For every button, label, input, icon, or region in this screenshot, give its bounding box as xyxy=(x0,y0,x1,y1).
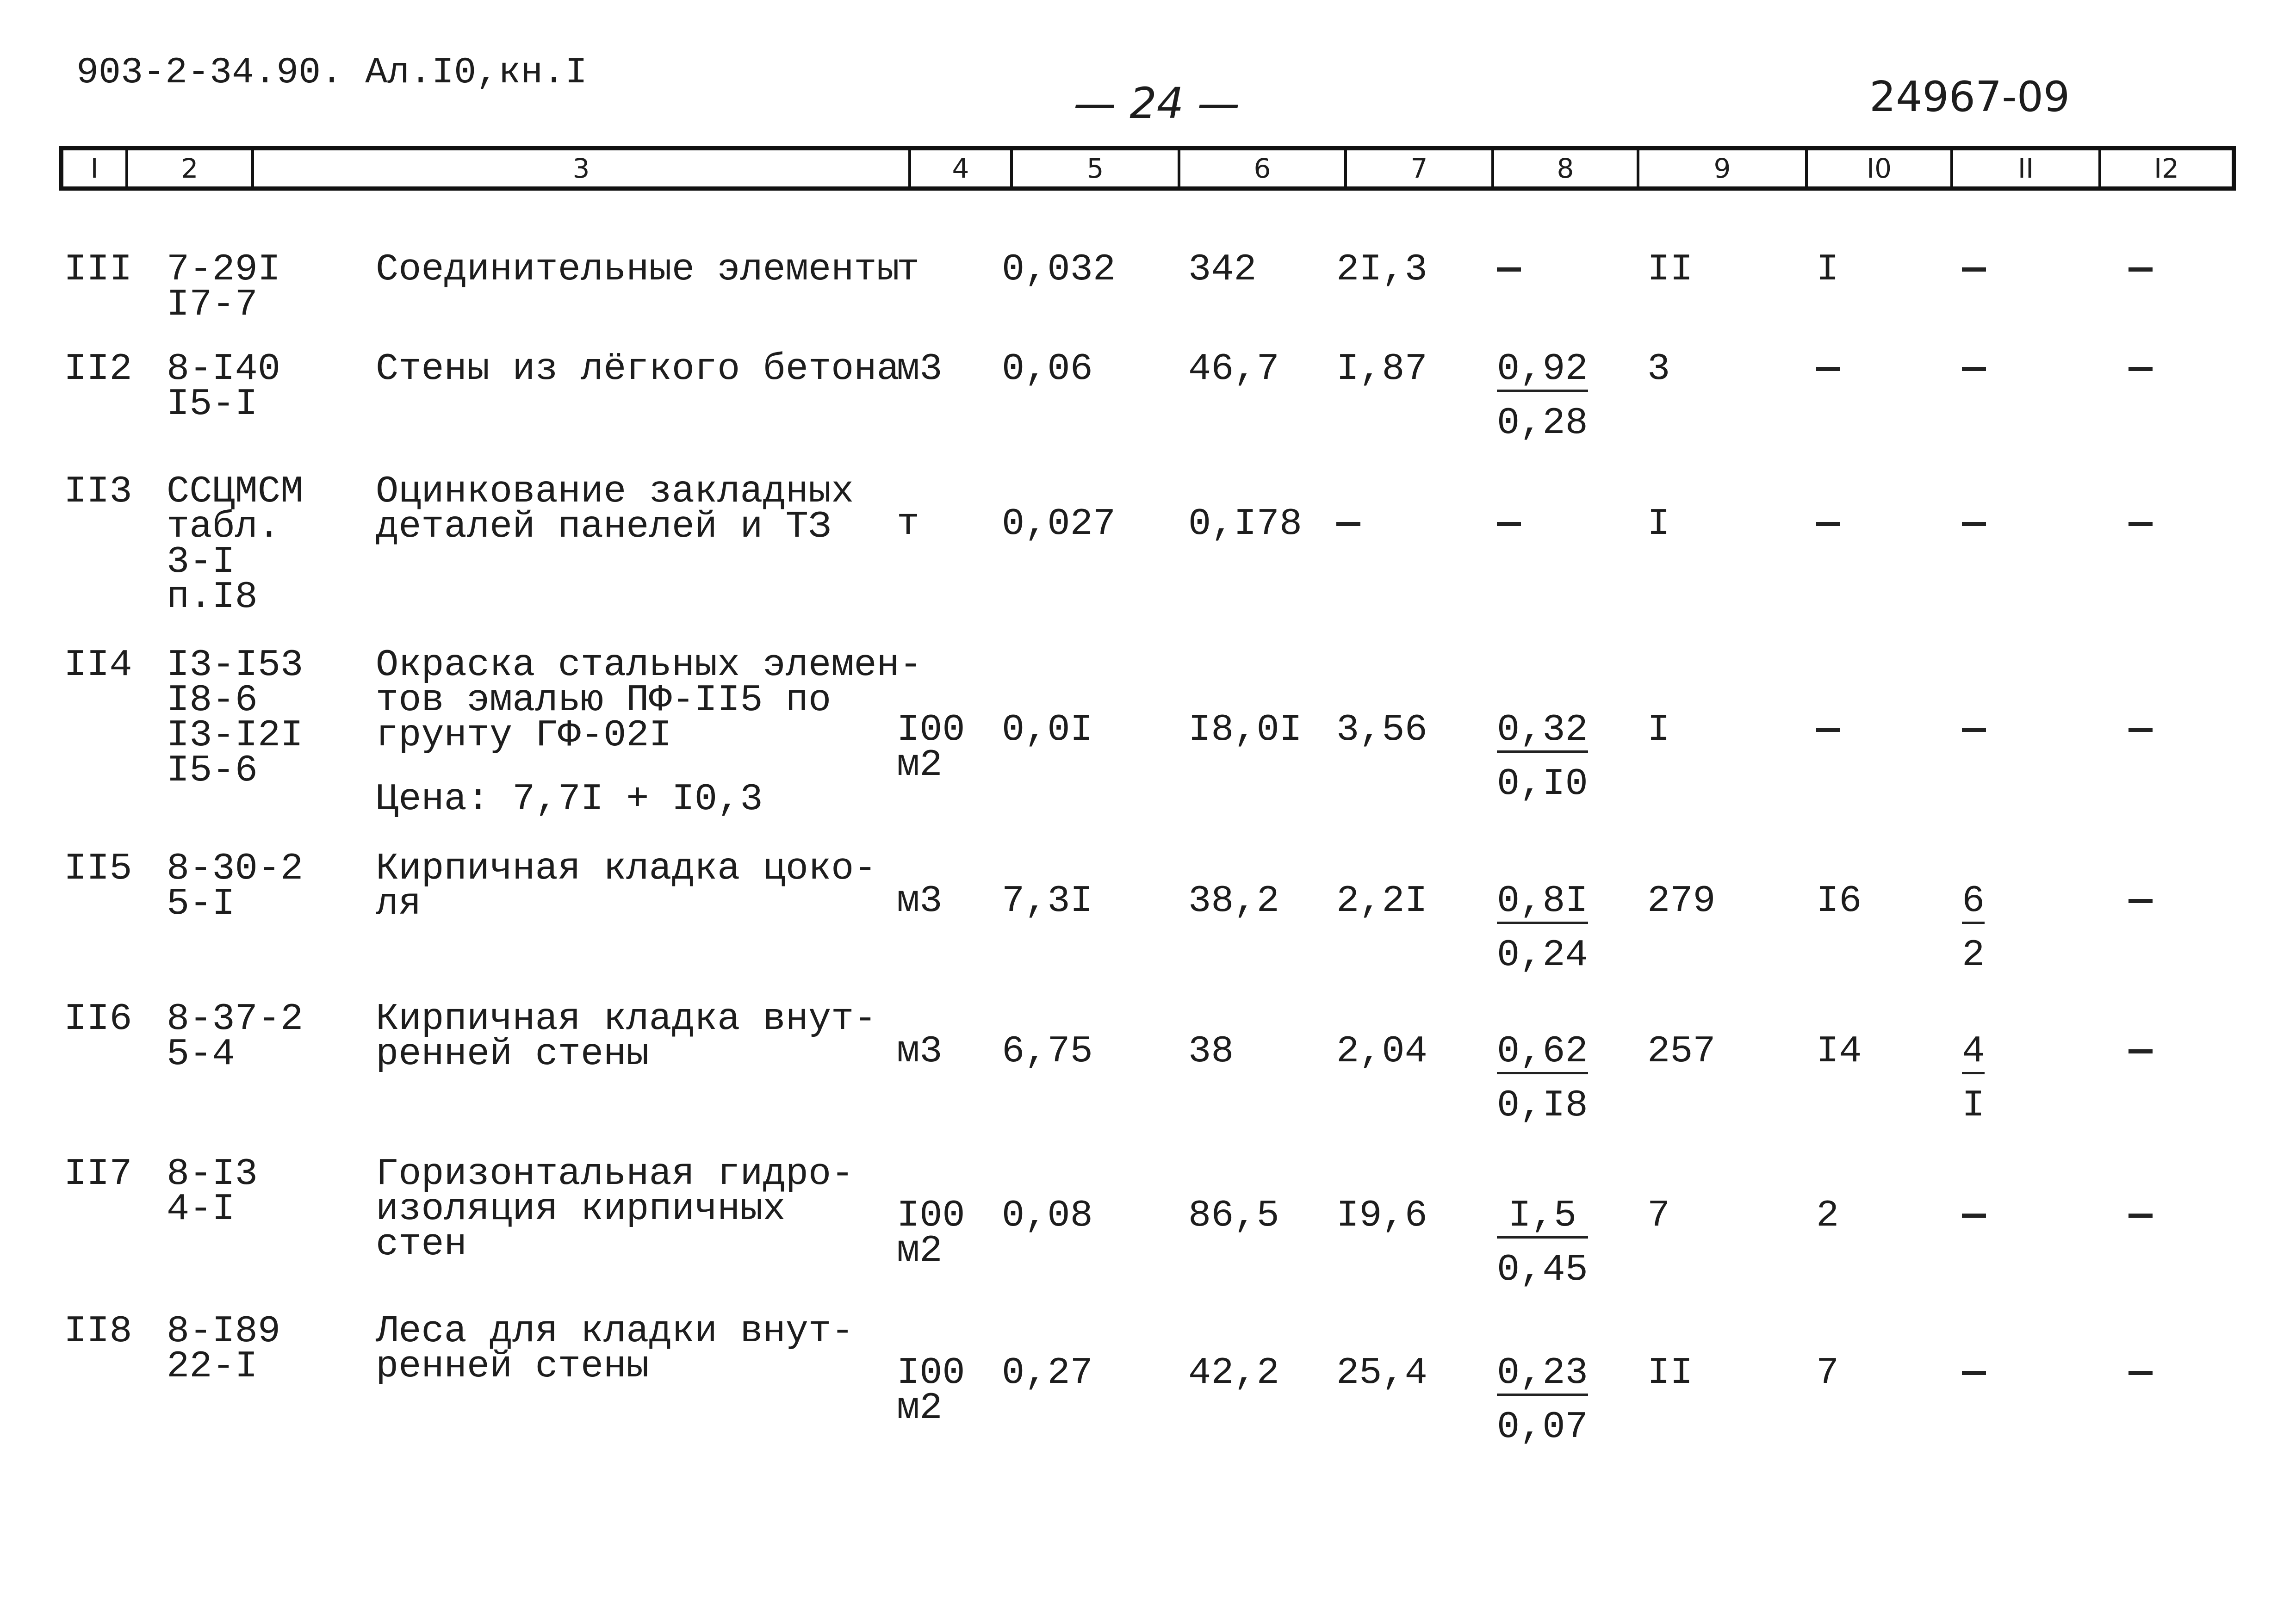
unit: т xyxy=(897,502,920,545)
row-number: II8 xyxy=(64,1310,132,1353)
col-header: I0 xyxy=(1808,150,1953,186)
dash-mark xyxy=(1816,367,1840,371)
unit: т xyxy=(897,248,920,291)
dash-mark xyxy=(1336,522,1360,526)
rate-code: ССЦМСМ табл. 3-I п.I8 xyxy=(167,470,304,619)
value-col9: 7 xyxy=(1647,1194,1670,1237)
value-col8-denominator: 0,24 xyxy=(1497,934,1588,977)
value-col11-numerator: 6 xyxy=(1962,884,1985,924)
rate-code: 8-I40 I5-I xyxy=(167,347,281,426)
value-col11 xyxy=(1962,712,1986,748)
value-col8-denominator: 0,I0 xyxy=(1497,762,1588,805)
price-note: Цена: 7,7I + I0,3 xyxy=(376,778,763,821)
value-col8-numerator: 0,8I xyxy=(1497,884,1588,924)
value-col11-numerator: 4 xyxy=(1962,1034,1985,1074)
work-name: Окраска стальных элемен- тов эмалью ПФ-II5 по грунту ГФ-02I xyxy=(376,644,922,757)
col-header: II xyxy=(1953,150,2101,186)
value-col8-numerator: 0,23 xyxy=(1497,1356,1588,1396)
value-col12 xyxy=(2128,884,2153,919)
col-header: 9 xyxy=(1639,150,1808,186)
dash-mark xyxy=(1816,522,1840,526)
unit: м3 xyxy=(897,880,943,923)
row-number: II6 xyxy=(64,997,132,1041)
value-col8 xyxy=(1497,880,1588,977)
dash-mark xyxy=(2128,267,2153,272)
value-col10 xyxy=(1816,507,1840,542)
value-col10 xyxy=(1816,712,1840,748)
value-col12 xyxy=(2128,507,2153,542)
value-col10: I4 xyxy=(1816,1030,1862,1073)
value-col9: 279 xyxy=(1647,880,1716,923)
value-col8-numerator: 0,62 xyxy=(1497,1034,1588,1074)
dash-mark xyxy=(2128,899,2153,903)
value-col7: 2,04 xyxy=(1336,1030,1427,1073)
dash-mark xyxy=(1816,728,1840,732)
value-col6: 342 xyxy=(1188,248,1257,291)
work-name: Оцинкование закладных деталей панелей и ТЗ xyxy=(376,470,854,548)
value-col8-numerator: I,5 xyxy=(1497,1198,1588,1239)
value-col12 xyxy=(2128,712,2153,748)
value-col10 xyxy=(1816,352,1840,387)
value-col11 xyxy=(1962,1198,1986,1233)
quantity: 7,3I xyxy=(1002,880,1093,923)
value-col6: 42,2 xyxy=(1188,1351,1279,1394)
value-col8 xyxy=(1497,507,1521,542)
col-header: 8 xyxy=(1494,150,1639,186)
row-number: II5 xyxy=(64,847,132,890)
dash-mark xyxy=(2128,728,2153,732)
value-col12 xyxy=(2128,1198,2153,1233)
value-col10: 7 xyxy=(1816,1351,1839,1394)
rate-code: 8-37-2 5-4 xyxy=(167,997,304,1076)
value-col12 xyxy=(2128,1034,2153,1069)
value-col7: I,87 xyxy=(1336,347,1427,390)
value-col8 xyxy=(1497,1194,1588,1291)
value-col11 xyxy=(1962,1030,1985,1127)
value-col8 xyxy=(1497,252,1521,287)
value-col7: 2I,3 xyxy=(1336,248,1427,291)
work-name: Кирпичная кладка внут- ренней стены xyxy=(376,997,877,1076)
col-header: 3 xyxy=(254,150,911,186)
col-header: 6 xyxy=(1180,150,1347,186)
dash-mark xyxy=(1497,522,1521,526)
dash-mark xyxy=(1962,367,1986,371)
value-col6: 46,7 xyxy=(1188,347,1279,390)
value-col8 xyxy=(1497,708,1588,805)
value-col11 xyxy=(1962,352,1986,387)
value-col8-denominator: 0,I8 xyxy=(1497,1084,1588,1127)
value-col8 xyxy=(1497,347,1588,445)
value-col8 xyxy=(1497,1030,1588,1127)
value-col8-denominator: 0,28 xyxy=(1497,402,1588,445)
value-col6: 86,5 xyxy=(1188,1194,1279,1237)
dash-mark xyxy=(2128,367,2153,371)
dash-mark xyxy=(1962,522,1986,526)
value-col7: 2,2I xyxy=(1336,880,1427,923)
dash-mark xyxy=(2128,522,2153,526)
quantity: 0,27 xyxy=(1002,1351,1093,1394)
work-name: Соединительные элементы xyxy=(376,248,900,291)
quantity: 0,032 xyxy=(1002,248,1116,291)
unit: м3 xyxy=(897,1030,943,1073)
value-col9: II xyxy=(1647,1351,1693,1394)
dash-mark xyxy=(1962,267,1986,272)
rate-code: 8-I89 22-I xyxy=(167,1310,281,1388)
col-header: I2 xyxy=(2153,153,2179,184)
value-col9: 3 xyxy=(1647,347,1670,390)
row-number: II7 xyxy=(64,1152,132,1196)
value-col6: 38,2 xyxy=(1188,880,1279,923)
work-name: Горизонтальная гидро- изоляция кирпичных стен xyxy=(376,1152,854,1266)
value-col7 xyxy=(1336,507,1360,542)
value-col10: I6 xyxy=(1816,880,1862,923)
quantity: 0,06 xyxy=(1002,347,1093,390)
col-header: 7 xyxy=(1347,150,1494,186)
value-col12 xyxy=(2128,1356,2153,1391)
value-col7: I9,6 xyxy=(1336,1194,1427,1237)
col-header: 2 xyxy=(128,150,254,186)
value-col11-denominator: 2 xyxy=(1962,934,1985,977)
value-col9: I xyxy=(1647,708,1670,751)
value-col6: 38 xyxy=(1188,1030,1234,1073)
value-col6: I8,0I xyxy=(1188,708,1303,751)
quantity: 0,08 xyxy=(1002,1194,1093,1237)
value-col10: 2 xyxy=(1816,1194,1839,1237)
value-col8-numerator: 0,92 xyxy=(1497,352,1588,392)
value-col6: 0,I78 xyxy=(1188,502,1303,545)
dash-mark xyxy=(1962,728,1986,732)
dash-mark xyxy=(1962,1214,1986,1218)
work-name: Стены из лёгкого бетона xyxy=(376,347,900,390)
value-col8-numerator: 0,32 xyxy=(1497,712,1588,753)
col-header: 5 xyxy=(1013,150,1180,186)
value-col11 xyxy=(1962,880,1985,977)
quantity: 6,75 xyxy=(1002,1030,1093,1073)
value-col12 xyxy=(2128,352,2153,387)
value-col8-denominator: 0,45 xyxy=(1497,1248,1588,1291)
value-col11 xyxy=(1962,507,1986,542)
quantity: 0,0I xyxy=(1002,708,1093,751)
value-col9: 257 xyxy=(1647,1030,1716,1073)
page-number: — 24 — xyxy=(1074,79,1240,128)
value-col8-denominator: 0,07 xyxy=(1497,1406,1588,1449)
dash-mark xyxy=(2128,1371,2153,1375)
value-col12 xyxy=(2128,252,2153,287)
row-number: II4 xyxy=(64,644,132,687)
quantity: 0,027 xyxy=(1002,502,1116,545)
unit: I00 м2 xyxy=(897,1194,965,1272)
dash-mark xyxy=(2128,1049,2153,1053)
value-col9: II xyxy=(1647,248,1693,291)
dash-mark xyxy=(1962,1371,1986,1375)
value-col8 xyxy=(1497,1351,1588,1449)
work-name: Леса для кладки внут- ренней стены xyxy=(376,1310,854,1388)
column-header-row xyxy=(59,146,2236,191)
document-code: 903-2-34.90. Ал.I0,кн.I xyxy=(76,52,588,94)
row-number: II3 xyxy=(64,470,132,513)
rate-code: 8-I3 4-I xyxy=(167,1152,258,1231)
value-col11 xyxy=(1962,1356,1986,1391)
unit: м3 xyxy=(897,347,943,390)
value-col7: 3,56 xyxy=(1336,708,1427,751)
value-col11 xyxy=(1962,252,1986,287)
row-number: III xyxy=(64,248,132,291)
value-col7: 25,4 xyxy=(1336,1351,1427,1394)
document-number: 24967-09 xyxy=(1869,73,2070,121)
dash-mark xyxy=(2128,1214,2153,1218)
row-number: II2 xyxy=(64,347,132,390)
value-col11-denominator: I xyxy=(1962,1084,1985,1127)
col-header: I xyxy=(63,150,128,186)
rate-code: 8-30-2 5-I xyxy=(167,847,304,925)
unit: I00 м2 xyxy=(897,1351,965,1430)
col-header: 4 xyxy=(911,150,1013,186)
value-col9: I xyxy=(1647,502,1670,545)
rate-code: I3-I53 I8-6 I3-I2I I5-6 xyxy=(167,644,304,792)
rate-code: 7-29I I7-7 xyxy=(167,248,281,326)
unit: I00 м2 xyxy=(897,708,965,787)
work-name: Кирпичная кладка цоко- ля xyxy=(376,847,877,925)
value-col10: I xyxy=(1816,248,1839,291)
dash-mark xyxy=(1497,267,1521,272)
